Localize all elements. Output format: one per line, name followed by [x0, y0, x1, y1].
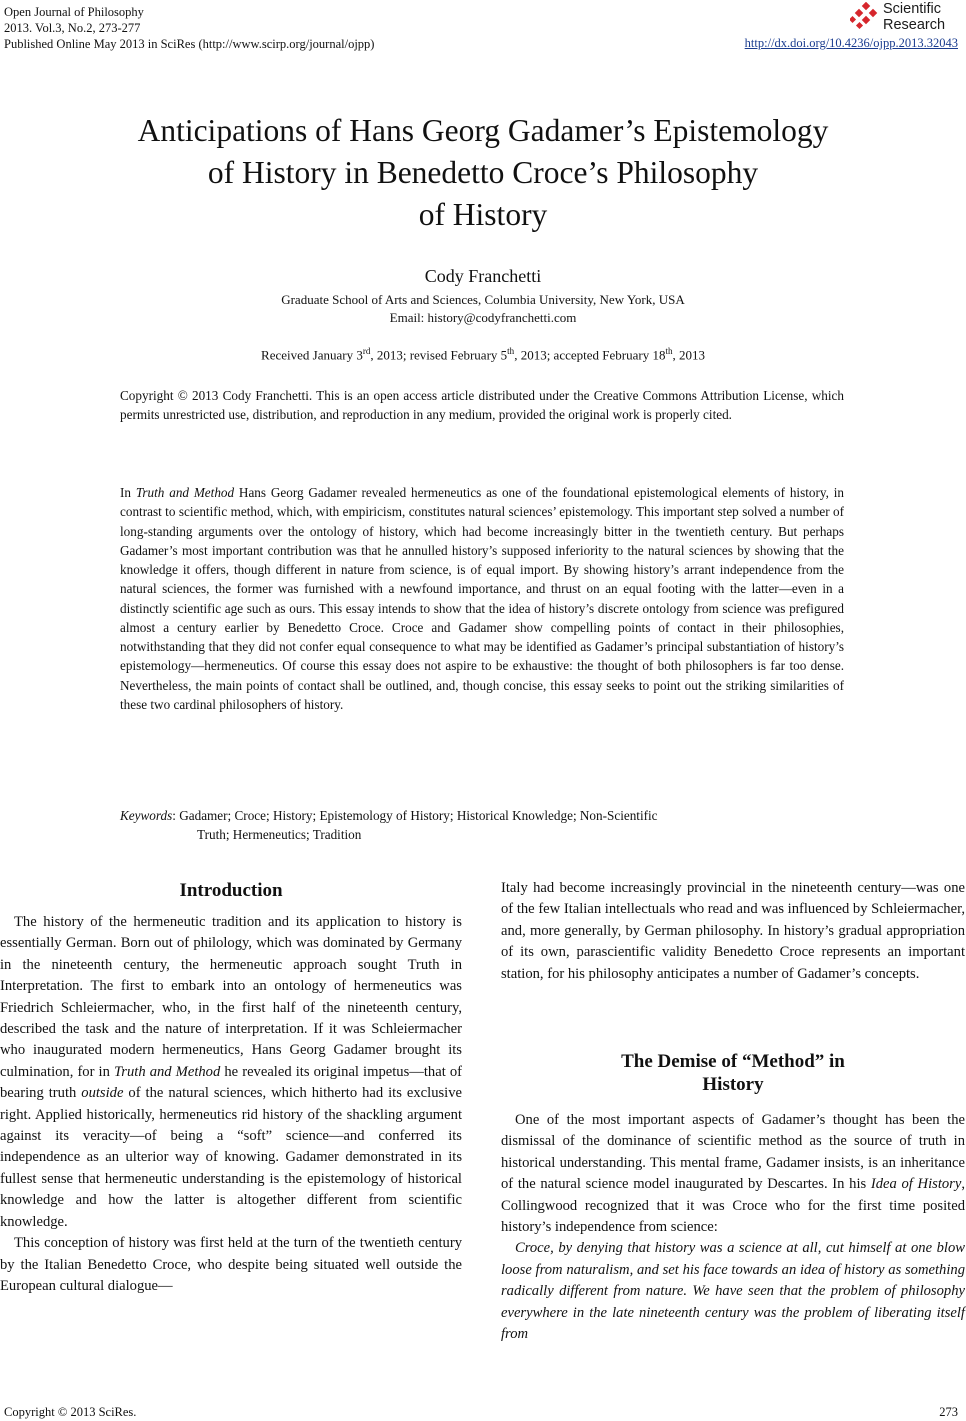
intro-paragraph-2: This conception of history was first held at the turn of the twentieth century by the Italian Benedetto Croce, who despite being situated well outside the European cultural dialogue—	[0, 1235, 462, 1294]
keywords	[120, 806, 844, 845]
intro-paragraph-1: The history of the hermeneutic tradition and its application to history is essentially German. Born out of philology, which was dominated by Germany in the nineteenth century, the hermeneutic approach sought Truth in Interpretation. The first to embark into an ontology of hermeneutics was Friedrich Schleiermacher, who, in the first half of the nineteenth century, described the task and the nature of interpretation. If it was Schleiermacher who inaugurated modern hermeneutics, Hans Georg Gadamer brought its culmination, for in Truth and Method he revealed its original impetus—that of bearing truth outside of the natural sciences, which hitherto had its exclusive right. Applied historically, hermeneutics rid history of the shackling argument against its veracity—of being a “soft” science—and conferred its independence as an ulterior way of knowing. Gadamer demonstrated in its fullest sense that hermeneutic understanding is the epistemology of historical knowledge and how the latter is altogether different from scientific knowledge.	[0, 914, 463, 1230]
right-column	[501, 878, 965, 985]
collingwood-quote: Croce, by denying that history was a science at all, cut himself at one blow loose from naturalism, and set his face towards an idea of history as something radically different from nature. We have seen that the problem of philosophy everywhere in the late nineteenth century was the problem of liberating itself from	[501, 1240, 965, 1343]
keywords-line-1: : Gadamer; Croce; History; Epistemology of History; Historical Knowledge; Non-Scientific	[172, 808, 658, 823]
intro-paragraph-2-continued: Italy had become increasingly provincial in the nineteenth century—was one of the few Italian intellectuals who read and was influenced by Schleiermacher, and, more generally, by German philosophy. In history’s gradual appropriation of its own, parascientific validity Benedetto Croce represents an important station, for his philosophy anticipates a number of Gadamer’s concepts.	[501, 880, 965, 982]
scientific-research-logo[interactable]	[850, 0, 960, 36]
received-dates: Received January 3rd, 2013; revised February 5th, 2013; accepted February 18th, 2013	[261, 346, 705, 363]
section-heading-introduction: Introduction	[179, 880, 283, 901]
journal-volume: 2013. Vol.3, No.2, 273-277	[4, 21, 141, 35]
abstract: In Truth and Method Hans Georg Gadamer revealed hermeneutics as one of the foundational epistemological elements of history, in contrast to scientific method, which, with empiricism, constitutes natural sciences’ epistemology. This important step solved a number of long-standing arguments over the ontology of history, which had become increasingly bitter in the twentieth century. But perhaps Gadamer’s most important contribution was that he annulled history’s supposed inferiority to the natural sciences by showing that the knowledge it offers, though different in nature from science, is of equal import. By showing history’s arrant independence from the natural sciences, the former was furnished with a newfound importance, and thrust on an equal footing with the latter—even in a distinctly scientific age such as ours. This essay intends to show that the idea of history’s discrete ontology from science was prefigured almost a century earlier by Benedetto Croce. Croce and Gadamer show compelling points of contact in their philosophies, notwithstanding that they did not confer equal consequence to what may be identified as Gadamer’s principal substantiation of history’s epistemology—hermeneutics. Of course this essay does not aspire to be exhaustive: the thought of both philosophers is far too dense. Nevertheless, the main points of contact shall be outlined, and, though concise, this essay seeks to point out the striking similarities of these two cardinal philosophers of history.	[120, 485, 844, 712]
doi-link[interactable]: http://dx.doi.org/10.4236/ojpp.2013.32043	[744, 36, 958, 50]
journal-header	[4, 4, 374, 52]
email: Email: history@codyfranchetti.com	[389, 310, 577, 325]
title-line-1: Anticipations of Hans Georg Gadamer’s Epistemology	[137, 113, 829, 148]
logo-mark-icon	[850, 2, 882, 32]
keywords-label: Keywords	[120, 808, 173, 823]
section-heading-demise-of-method: The Demise of “Method” in History	[621, 1051, 845, 1095]
affiliation: Graduate School of Arts and Sciences, Columbia University, New York, USA	[281, 292, 685, 307]
journal-published: Published Online May 2013 in SciRes (http://www.scirp.org/journal/ojpp)	[4, 37, 375, 51]
right-column-section-2	[501, 1110, 965, 1345]
logo-text: Scientific Research	[883, 1, 946, 33]
page-number: 273	[939, 1405, 958, 1419]
left-column	[0, 912, 462, 1297]
author-name: Cody Franchetti	[424, 266, 542, 286]
title-line-3: of History	[418, 197, 548, 232]
doi-link-wrap	[745, 36, 958, 51]
journal-name: Open Journal of Philosophy	[4, 5, 144, 19]
keywords-line-2: Truth; Hermeneutics; Tradition	[197, 827, 362, 843]
author-affiliation-block	[0, 291, 966, 327]
abstract-book-title: Truth and Method	[135, 485, 235, 500]
footer-copyright: Copyright © 2013 SciRes.	[4, 1405, 137, 1419]
title-line-2: of History in Benedetto Croce’s Philosophy	[207, 155, 759, 190]
paper-title	[0, 110, 966, 236]
demise-paragraph-1: One of the most important aspects of Gadamer’s thought has been the dismissal of the dominance of scientific method as the source of truth in historical understanding. This mental frame, Gadamer insists, is an inheritance of the natural science model inaugurated by Descartes. In his Idea of History, Collingwood recognized that it was Croce who for the first time posited history’s independence from science:	[501, 1112, 965, 1236]
copyright-notice: Copyright © 2013 Cody Franchetti. This is an open access article distributed under the Creative Commons Attribution License, which permits unrestricted use, distribution, and reproduction in any medium, provided the original work is properly cited.	[120, 388, 844, 423]
